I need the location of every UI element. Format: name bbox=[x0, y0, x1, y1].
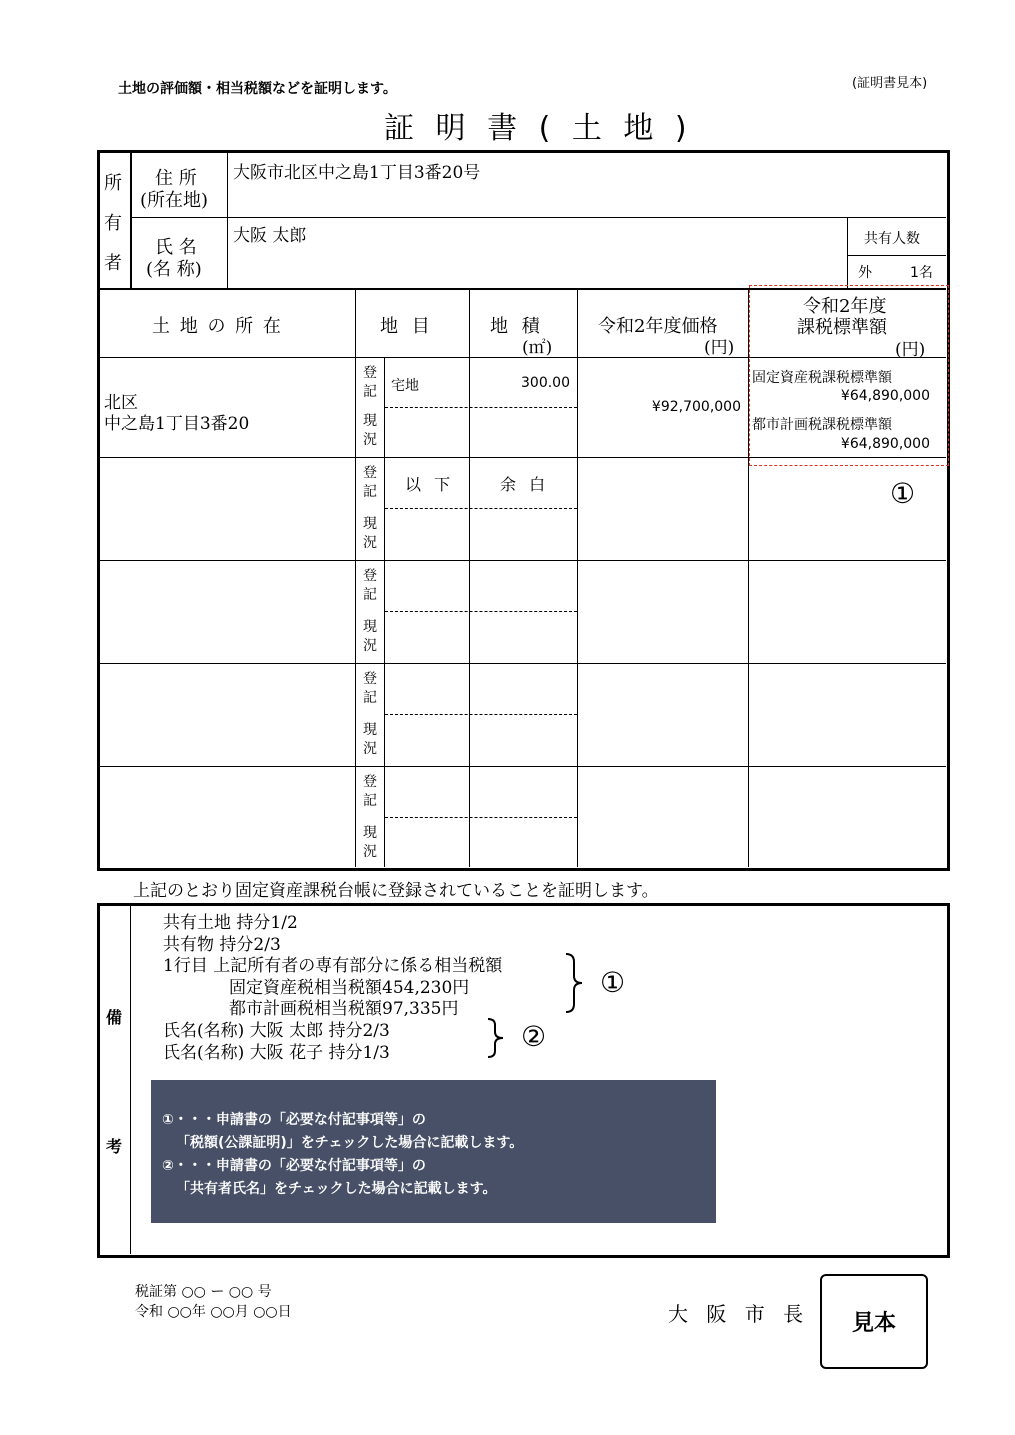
col-price-header: 令和2年度価格 bbox=[598, 316, 718, 337]
page-title: 証 明 書 ( 土 地 ) bbox=[384, 111, 693, 146]
owner-section-label: 所 有 者 bbox=[104, 173, 122, 274]
remark-line-1: 共有土地 持分1/2 bbox=[163, 913, 298, 933]
row1-area: 300.00 bbox=[521, 375, 570, 391]
name-label-sub: (名 称) bbox=[146, 259, 202, 280]
remark-line-7: 氏名(名称) 大阪 花子 持分1/3 bbox=[163, 1043, 390, 1063]
row1-category: 宅地 bbox=[391, 378, 419, 394]
marker-2-remarks: ② bbox=[521, 1020, 547, 1053]
registered-label: 登 記 bbox=[363, 568, 377, 603]
sample-note: (証明書見本) bbox=[852, 76, 928, 91]
row1-location-line2: 中之島1丁目3番20 bbox=[104, 414, 250, 434]
header-subtitle: 土地の評価額・相当税額などを証明します。 bbox=[118, 81, 397, 97]
actual-label: 現 況 bbox=[363, 825, 377, 860]
row1-location-line1: 北区 bbox=[104, 393, 138, 413]
col-std-header-2: 課税標準額 bbox=[797, 317, 887, 338]
actual-label: 現 況 bbox=[363, 619, 377, 654]
address-label: 住 所 bbox=[155, 168, 197, 189]
actual-label: 現 況 bbox=[363, 722, 377, 757]
address-label-sub: (所在地) bbox=[140, 190, 209, 211]
registered-label: 登 記 bbox=[363, 774, 377, 809]
name-label: 氏 名 bbox=[155, 237, 197, 258]
row1-std1-label: 固定資産税課税標準額 bbox=[752, 370, 892, 386]
col-area-unit: (㎡) bbox=[522, 338, 553, 358]
row1-std2-label: 都市計画税課税標準額 bbox=[752, 417, 892, 433]
note-line-3: ②・・・申請書の「必要な付記事項等」の bbox=[162, 1158, 426, 1174]
note-line-1: ①・・・申請書の「必要な付記事項等」の bbox=[162, 1112, 426, 1128]
mayor-title: 大 阪 市 長 bbox=[668, 1302, 810, 1326]
note-line-4: 「共有者氏名」をチェックした場合に記載します。 bbox=[176, 1181, 497, 1197]
note-line-2: 「税額(公課証明)」をチェックした場合に記載します。 bbox=[176, 1135, 524, 1151]
address-value: 大阪市北区中之島1丁目3番20号 bbox=[233, 163, 481, 183]
name-value: 大阪 太郎 bbox=[233, 226, 307, 246]
row1-std1-value: ¥64,890,000 bbox=[840, 388, 930, 404]
col-area-header: 地 積 bbox=[490, 316, 544, 337]
coowner-prefix: 外 bbox=[858, 265, 872, 281]
stamp-text: 見本 bbox=[851, 1311, 896, 1336]
remark-line-2: 共有物 持分2/3 bbox=[163, 935, 281, 955]
registered-label: 登 記 bbox=[363, 465, 377, 500]
remark-line-3: 1行目 上記所有者の専有部分に係る相当税額 bbox=[163, 956, 503, 976]
blank-text-1: 以 下 bbox=[405, 475, 455, 494]
blank-text-2: 余 白 bbox=[500, 475, 550, 494]
col-std-header: 令和2年度 bbox=[803, 296, 887, 317]
remark-line-4: 固定資産税相当税額454,230円 bbox=[229, 978, 470, 998]
col-price-unit: (円) bbox=[704, 338, 735, 358]
row1-price: ¥92,700,000 bbox=[651, 399, 741, 415]
certify-text: 上記のとおり固定資産課税台帳に登録されていることを証明します。 bbox=[133, 881, 659, 901]
row1-std2-value: ¥64,890,000 bbox=[840, 436, 930, 452]
marker-1-table: ① bbox=[890, 477, 916, 510]
remark-line-6: 氏名(名称) 大阪 太郎 持分2/3 bbox=[163, 1021, 390, 1041]
remarks-label-2: 考 bbox=[106, 1137, 123, 1156]
col-category-header: 地 目 bbox=[380, 316, 434, 337]
note-box bbox=[151, 1080, 716, 1223]
remark-line-5: 都市計画税相当税額97,335円 bbox=[229, 999, 459, 1019]
registered-label: 登 記 bbox=[363, 365, 377, 400]
col-location-header: 土 地 の 所 在 bbox=[152, 316, 283, 337]
coowner-label: 共有人数 bbox=[864, 231, 920, 247]
cert-number: 税証第 ○○ ー ○○ 号 bbox=[135, 1284, 272, 1300]
brace-icon bbox=[482, 1016, 512, 1060]
remarks-label-1: 備 bbox=[106, 1008, 123, 1027]
actual-label: 現 況 bbox=[363, 413, 377, 448]
highlight-box bbox=[749, 285, 949, 466]
main-table bbox=[97, 150, 950, 871]
actual-label: 現 況 bbox=[363, 516, 377, 551]
cert-date: 令和 ○○年 ○○月 ○○日 bbox=[135, 1304, 292, 1320]
col-std-unit: (円) bbox=[895, 340, 926, 360]
brace-icon bbox=[560, 950, 590, 1016]
registered-label: 登 記 bbox=[363, 671, 377, 706]
marker-1-remarks: ① bbox=[600, 966, 626, 999]
coowner-value: 1名 bbox=[910, 265, 933, 281]
